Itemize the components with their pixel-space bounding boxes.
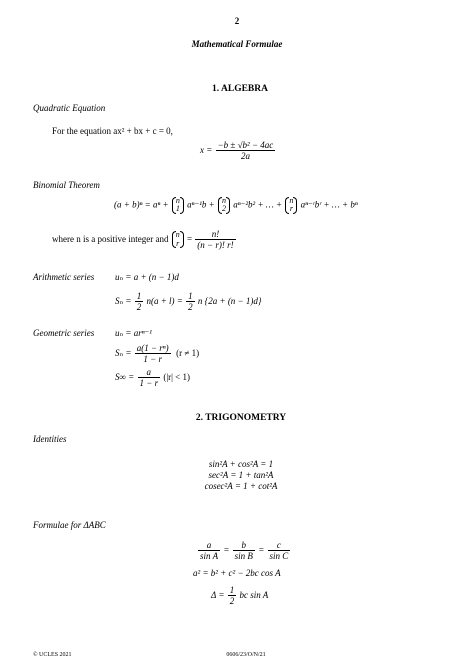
geometric-sn-cond: (r ≠ 1) bbox=[176, 347, 200, 358]
binomial-frac-num: n! bbox=[195, 229, 235, 240]
sine-rule-eq-2: = bbox=[258, 544, 265, 555]
arithmetic-sn-rhs: n {2a + (n − 1)d} bbox=[197, 295, 262, 306]
binomial-expansion bbox=[114, 197, 358, 214]
quadratic-numerator: −b ± √b² − 4ac bbox=[217, 140, 274, 150]
binom-n-r-def: n r bbox=[172, 231, 184, 248]
binomial-term-3: aⁿ⁻ʳbʳ + … + bⁿ bbox=[300, 199, 358, 210]
identities-label: Identities bbox=[33, 434, 67, 444]
section-heading-trigonometry: 2. TRIGONOMETRY bbox=[195, 413, 287, 423]
arithmetic-sn-lhs: Sₙ = bbox=[115, 295, 132, 306]
sine-rule-c: $\frac{c}{\text{sin C}}$ bbox=[269, 540, 289, 562]
cosine-rule: a² = b² + c² − 2bc cos A bbox=[193, 568, 281, 578]
binomial-lhs: (a + b)ⁿ = aⁿ + bbox=[114, 199, 169, 210]
section-heading-algebra: 1. ALGEBRA bbox=[212, 84, 268, 94]
quadratic-formula bbox=[200, 140, 276, 162]
geometric-sinf-den: 1 − r bbox=[139, 378, 159, 389]
geometric-sn-den: 1 − r bbox=[143, 354, 162, 365]
triangle-label: Formulae for ΔABC bbox=[33, 520, 106, 530]
identity-3: cosec²A = 1 + cot²A bbox=[204, 480, 278, 491]
footer-code: 0606/23/O/N/21 bbox=[226, 652, 266, 658]
footer-copyright: © UCLES 2021 bbox=[33, 652, 72, 658]
binomial-label: Binomial Theorem bbox=[33, 180, 100, 190]
binom-n-r: n r bbox=[285, 197, 297, 214]
area-formula bbox=[211, 585, 268, 607]
binomial-coeff-fraction bbox=[195, 229, 235, 251]
geometric-label: Geometric series bbox=[33, 328, 95, 338]
geometric-sinf-fraction bbox=[138, 367, 161, 389]
sine-rule-a: $\frac{a}{\text{sin A}}$ bbox=[200, 540, 219, 562]
binomial-frac-den: (n − r)! r! bbox=[197, 240, 234, 251]
page-number: 2 bbox=[234, 16, 240, 26]
binomial-term-1: aⁿ⁻¹b + bbox=[187, 199, 215, 210]
quadratic-intro: For the equation ax² + bx + c = 0, bbox=[52, 126, 173, 136]
geometric-un: uₙ = arⁿ⁻¹ bbox=[115, 328, 153, 338]
area-rhs: bc sin A bbox=[239, 589, 269, 600]
sine-rule bbox=[197, 540, 291, 562]
arithmetic-sn bbox=[115, 291, 261, 313]
binom-n-1: n 1 bbox=[172, 197, 184, 214]
binomial-term-2: aⁿ⁻²b² + … + bbox=[233, 199, 283, 210]
geometric-sinf-cond: (|r| < 1) bbox=[163, 371, 190, 382]
geometric-sinf-num: a bbox=[138, 367, 161, 378]
geometric-sn-fraction bbox=[135, 343, 171, 365]
identities-block bbox=[205, 459, 278, 491]
arithmetic-un: uₙ = a + (n − 1)d bbox=[115, 272, 179, 282]
identity-2: sec²A = 1 + tan²A bbox=[208, 469, 274, 480]
geometric-sn bbox=[115, 343, 199, 365]
quadratic-fraction bbox=[216, 140, 276, 162]
quadratic-x-eq: x = bbox=[200, 144, 213, 155]
geometric-sinf-lhs: S∞ = bbox=[115, 371, 135, 382]
arithmetic-label: Arithmetic series bbox=[33, 272, 95, 282]
sine-rule-b: $\frac{b}{\text{sin B}}$ bbox=[234, 540, 253, 562]
identity-1: sin²A + cos²A = 1 bbox=[208, 459, 274, 469]
binom-n-2: n 2 bbox=[218, 197, 230, 214]
quadratic-label: Quadratic Equation bbox=[33, 103, 106, 113]
geometric-sn-num: a(1 − rⁿ) bbox=[136, 343, 169, 353]
binomial-where bbox=[52, 229, 237, 251]
geometric-sn-lhs: Sₙ = bbox=[115, 347, 132, 358]
binomial-where-text: where n is a positive integer and bbox=[52, 233, 169, 244]
geometric-sinf bbox=[115, 367, 190, 389]
half-fraction-1: $\frac{1}{2}$ bbox=[136, 291, 142, 313]
area-lhs: Δ = bbox=[211, 589, 225, 600]
area-half-fraction: $\frac{1}{2}$ bbox=[229, 585, 235, 607]
page-title: Mathematical Formulae bbox=[191, 39, 283, 49]
sine-rule-eq-1: = bbox=[223, 544, 230, 555]
binomial-where-eq: = bbox=[186, 233, 193, 244]
half-fraction-2: $\frac{1}{2}$ bbox=[188, 291, 193, 313]
arithmetic-sn-mid: n(a + l) = bbox=[146, 295, 183, 306]
quadratic-denominator: 2a bbox=[240, 151, 250, 162]
